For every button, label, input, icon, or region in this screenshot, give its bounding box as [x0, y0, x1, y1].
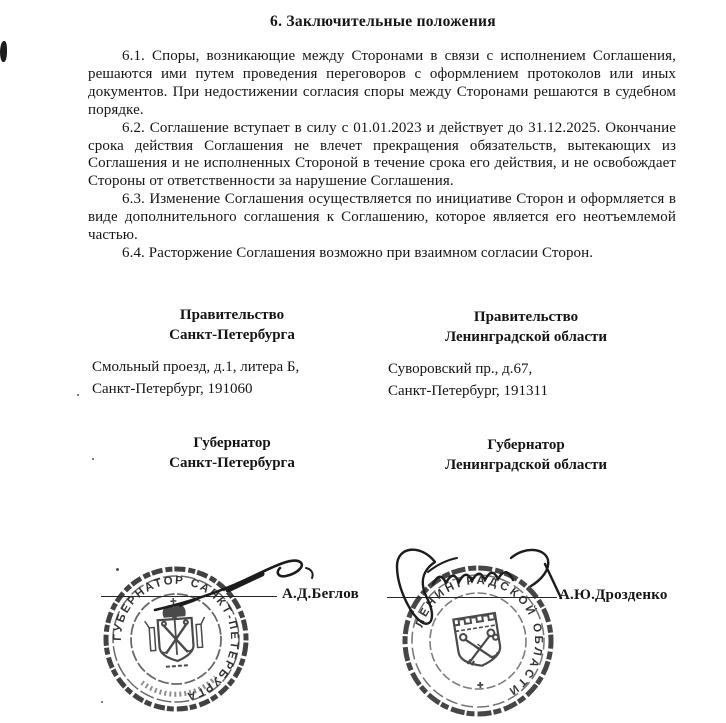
org-header-lenobl-line1: Правительство	[473, 309, 579, 325]
scan-speck	[92, 458, 94, 460]
org-header-spb	[122, 306, 342, 345]
org-header-lenobl-line2: Ленинградской области	[444, 328, 608, 345]
gov-title-spb-line1: Губернатор	[193, 435, 271, 451]
section-title: 6. Заключительные положения	[270, 13, 496, 30]
stamp-ring-text-spb: ГУБЕРНАТОР САНКТ-ПЕТЕРБУРГА	[111, 574, 241, 703]
clause-6-2: 6.2. Соглашение вступает в силу с 01.01.2023 и действует до 31.12.2025. Окончание срока действия Соглашения не влечет прекращения обязательств, вытекающих из Соглашения и не исполненных Стороной в течение срока его действия, и не освобождает Стороны от ответственности за нарушение Соглашения.	[88, 119, 676, 190]
stamp-ring-text-lenobl: ЛЕНИНГРАДСКОЙ ОБЛАСТИ	[413, 574, 545, 699]
scan-smudge	[0, 41, 7, 62]
gov-title-lenobl	[416, 436, 636, 475]
gov-title-lenobl-line2: Ленинградской области	[444, 456, 608, 473]
address-spb	[92, 356, 299, 400]
gov-title-spb-line2: Санкт-Петербурга	[169, 454, 295, 471]
clause-6-1: 6.1. Споры, возникающие между Сторонами в связи с исполнением Соглашения, решаются ими путем проведения переговоров с оформлением протоколов или иных документов. При недостижении согласия споры между Сторонами решаются в судебном порядке.	[88, 48, 676, 118]
gov-title-spb	[122, 434, 342, 473]
address-lenobl-line1: Суворовский пр., д.67,	[388, 361, 533, 377]
clause-6-4: 6.4. Расторжение Соглашения возможно при взаимном согласии Сторон.	[122, 244, 594, 261]
org-header-lenobl	[416, 308, 636, 347]
org-header-spb-line1: Правительство	[179, 307, 285, 323]
address-spb-line1: Смольный проезд, д.1, литера Б,	[92, 359, 300, 375]
signer-name-drozdenko: А.Ю.Дрозденко	[559, 587, 668, 603]
scan-speck	[77, 394, 79, 396]
address-lenobl	[388, 358, 548, 402]
signer-name-beglov: А.Д.Беглов	[282, 586, 359, 602]
gov-title-lenobl-line1: Губернатор	[487, 437, 565, 453]
address-spb-line2: Санкт-Петербург, 191060	[92, 381, 253, 397]
org-header-spb-line2: Санкт-Петербурга	[169, 326, 295, 343]
signature-drozdenko	[383, 542, 583, 634]
clause-6-3: 6.3. Изменение Соглашения осуществляется по инициативе Сторон и оформляется в виде дополнительного соглашения к Соглашению, которое является его неотъемлемой частью.	[88, 191, 676, 244]
clauses-block	[88, 48, 676, 263]
address-lenobl-line2: Санкт-Петербург, 191311	[388, 383, 548, 399]
